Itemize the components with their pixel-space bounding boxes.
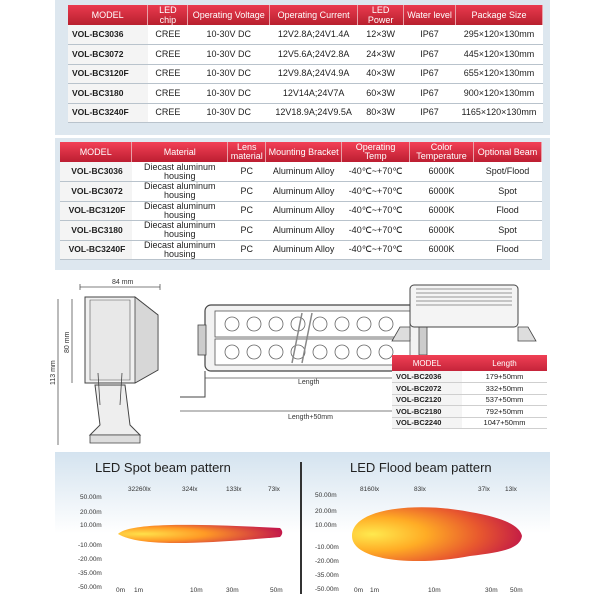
y-tick: 10.00m (80, 522, 102, 529)
lux-label: 324lx (182, 486, 198, 493)
table-cell: Diecast aluminum housing (132, 182, 228, 202)
length-row (392, 371, 547, 383)
col-header: Color Temperature (410, 142, 474, 162)
table-cell: PC (228, 162, 266, 182)
table-cell: Aluminum Alloy (266, 221, 342, 241)
table-cell: CREE (148, 25, 188, 45)
spec-row (68, 25, 543, 45)
table-cell: CREE (148, 64, 188, 84)
table-cell: -40℃~+70℃ (342, 162, 410, 182)
x-tick: 1m (370, 587, 380, 594)
table-cell: 12V9.8A;24V4.9A (270, 64, 358, 84)
y-tick: -35.00m (315, 572, 339, 579)
spec-table-header (68, 5, 543, 25)
table-cell: Aluminum Alloy (266, 182, 342, 202)
spec-row (68, 64, 543, 84)
col-header: Lens material (228, 142, 266, 162)
model-cell: VOL-BC3120F (60, 201, 132, 221)
y-tick: -35.00m (78, 570, 102, 577)
table-cell: 1165×120×130mm (455, 103, 542, 123)
table-cell: IP67 (404, 84, 456, 104)
model-cell: VOL-BC3072 (68, 45, 148, 65)
model-cell: VOL-BC2072 (392, 383, 462, 395)
x-tick: 1m (134, 587, 144, 594)
material-row (60, 201, 542, 221)
material-row (60, 240, 542, 260)
col-header: LED Power (358, 5, 404, 25)
col-header: Optional Beam (474, 142, 542, 162)
model-cell: VOL-BC3180 (68, 84, 148, 104)
table-cell: Aluminum Alloy (266, 162, 342, 182)
table-cell: 179+50mm (462, 371, 547, 383)
y-tick: 50.00m (315, 492, 337, 499)
table-cell: 12×3W (358, 25, 404, 45)
table-cell: PC (228, 182, 266, 202)
y-tick: 50.00m (80, 494, 102, 501)
table-cell: IP67 (404, 25, 456, 45)
x-tick: 10m (428, 587, 441, 594)
table-cell: 10-30V DC (188, 64, 270, 84)
table-cell: 12V5.6A;24V2.8A (270, 45, 358, 65)
lux-label: 13lx (505, 486, 517, 493)
table-cell: 1047+50mm (462, 417, 547, 429)
x-tick: 30m (485, 587, 498, 594)
table-cell: CREE (148, 84, 188, 104)
table-cell: 6000K (410, 182, 474, 202)
spec-row (68, 84, 543, 104)
spec-row (68, 45, 543, 65)
col-header: Water level (404, 5, 456, 25)
table-cell: 6000K (410, 221, 474, 241)
length-table-header (392, 355, 547, 371)
x-tick: 0m (116, 587, 126, 594)
table-cell: PC (228, 240, 266, 260)
table-cell: 332+50mm (462, 383, 547, 395)
lux-label: 8160lx (360, 486, 380, 493)
y-tick: -50.00m (315, 586, 339, 593)
x-tick: 50m (270, 587, 283, 594)
table-cell: CREE (148, 103, 188, 123)
lux-label: 133lx (226, 486, 242, 493)
beam-divider (300, 462, 302, 594)
x-tick: 0m (354, 587, 364, 594)
table-cell: 6000K (410, 201, 474, 221)
model-cell: VOL-BC3180 (60, 221, 132, 241)
height-outer-label: 113 mm (50, 360, 57, 385)
col-header: MODEL (60, 142, 132, 162)
model-cell: VOL-BC3036 (68, 25, 148, 45)
table-cell: 10-30V DC (188, 45, 270, 65)
table-cell: 40×3W (358, 64, 404, 84)
flood-beam-title: LED Flood beam pattern (350, 460, 492, 475)
y-tick: 20.00m (80, 509, 102, 516)
length-row (392, 394, 547, 406)
table-cell: 900×120×130mm (455, 84, 542, 104)
y-tick: -10.00m (315, 544, 339, 551)
spot-beam-shape (118, 525, 282, 543)
table-cell: Diecast aluminum housing (132, 240, 228, 260)
col-header: Material (132, 142, 228, 162)
table-cell: Diecast aluminum housing (132, 221, 228, 241)
length-table (392, 355, 547, 429)
model-cell: VOL-BC2036 (392, 371, 462, 383)
lux-label: 32260lx (128, 486, 151, 493)
y-tick: -20.00m (78, 556, 102, 563)
y-tick: 20.00m (315, 508, 337, 515)
x-tick: 50m (510, 587, 523, 594)
table-cell: IP67 (404, 45, 456, 65)
table-cell: Spot/Flood (474, 162, 542, 182)
col-header: MODEL (68, 5, 148, 25)
length-plus-label: Length+50mm (288, 414, 333, 421)
x-tick: 30m (226, 587, 239, 594)
side-view (50, 279, 160, 445)
table-cell: 10-30V DC (188, 103, 270, 123)
y-tick: -50.00m (78, 584, 102, 591)
table-cell: Diecast aluminum housing (132, 201, 228, 221)
model-cell: VOL-BC3036 (60, 162, 132, 182)
length-label: Length (298, 379, 320, 386)
table-cell: -40℃~+70℃ (342, 182, 410, 202)
lux-label: 73lx (268, 486, 280, 493)
lux-label: 83lx (414, 486, 426, 493)
table-cell: Flood (474, 201, 542, 221)
table-cell: Aluminum Alloy (266, 240, 342, 260)
col-header: Length (462, 355, 547, 371)
col-header: Package Size (455, 5, 542, 25)
table-cell: 6000K (410, 240, 474, 260)
table-cell: 6000K (410, 162, 474, 182)
material-table (60, 142, 542, 260)
model-cell: VOL-BC3072 (60, 182, 132, 202)
material-table-header (60, 142, 542, 162)
material-row (60, 162, 542, 182)
table-cell: IP67 (404, 103, 456, 123)
table-cell: 12V2.8A;24V1.4A (270, 25, 358, 45)
material-row (60, 221, 542, 241)
col-header: Operating Temp (342, 142, 410, 162)
length-row (392, 417, 547, 429)
col-header: Mounting Bracket (266, 142, 342, 162)
spec-row (68, 103, 543, 123)
table-cell: 537+50mm (462, 394, 547, 406)
y-tick: -20.00m (315, 558, 339, 565)
spec-table (68, 5, 543, 123)
table-cell: 10-30V DC (188, 84, 270, 104)
length-row (392, 406, 547, 418)
y-tick: -10.00m (78, 542, 102, 549)
model-cell: VOL-BC2120 (392, 394, 462, 406)
table-cell: 792+50mm (462, 406, 547, 418)
table-cell: Spot (474, 221, 542, 241)
table-cell: Aluminum Alloy (266, 201, 342, 221)
table-cell: 12V14A;24V7A (270, 84, 358, 104)
table-cell: 24×3W (358, 45, 404, 65)
height-inner-label: 80 mm (64, 331, 71, 353)
table-cell: PC (228, 221, 266, 241)
width-dim-label: 84 mm (112, 279, 134, 286)
table-cell: 10-30V DC (188, 25, 270, 45)
table-cell: 655×120×130mm (455, 64, 542, 84)
spot-beam-title: LED Spot beam pattern (95, 460, 231, 475)
y-tick: 10.00m (315, 522, 337, 529)
col-header: Operating Voltage (188, 5, 270, 25)
lux-label: 37lx (478, 486, 490, 493)
length-row (392, 383, 547, 395)
table-cell: -40℃~+70℃ (342, 240, 410, 260)
model-cell: VOL-BC2180 (392, 406, 462, 418)
table-cell: 295×120×130mm (455, 25, 542, 45)
table-cell: 12V18.9A;24V9.5A (270, 103, 358, 123)
table-cell: -40℃~+70℃ (342, 221, 410, 241)
table-cell: IP67 (404, 64, 456, 84)
table-cell: -40℃~+70℃ (342, 201, 410, 221)
material-row (60, 182, 542, 202)
model-cell: VOL-BC2240 (392, 417, 462, 429)
table-cell: 80×3W (358, 103, 404, 123)
flood-beam-shape (352, 507, 522, 561)
table-cell: CREE (148, 45, 188, 65)
table-cell: Diecast aluminum housing (132, 162, 228, 182)
col-header: LED chip (148, 5, 188, 25)
model-cell: VOL-BC3240F (60, 240, 132, 260)
model-cell: VOL-BC3120F (68, 64, 148, 84)
col-header: Operating Current (270, 5, 358, 25)
table-cell: 445×120×130mm (455, 45, 542, 65)
table-cell: 60×3W (358, 84, 404, 104)
table-cell: Spot (474, 182, 542, 202)
col-header: MODEL (392, 355, 462, 371)
model-cell: VOL-BC3240F (68, 103, 148, 123)
table-cell: Flood (474, 240, 542, 260)
table-cell: PC (228, 201, 266, 221)
x-tick: 10m (190, 587, 203, 594)
